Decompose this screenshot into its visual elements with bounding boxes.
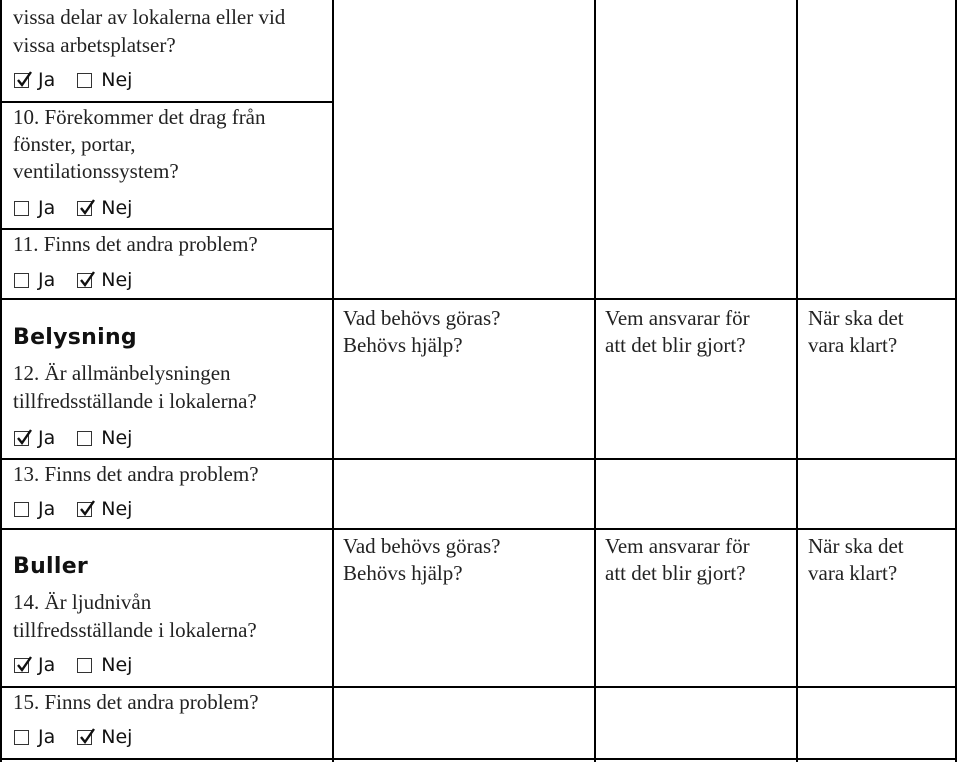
checkbox-nej-label: Nej [101, 498, 133, 520]
table-divider-col3 [796, 0, 798, 762]
checkbox-nej[interactable] [77, 730, 92, 745]
column-header-what: Vad behövs göras? [343, 534, 501, 558]
checkbox-ja[interactable] [14, 502, 29, 517]
question-text: vissa arbetsplatser? [13, 33, 176, 57]
table-border-left [0, 0, 2, 762]
section-heading-belysning: Belysning [13, 325, 137, 350]
column-header-who: Vem ansvarar för [605, 534, 750, 558]
checkbox-ja[interactable] [14, 273, 29, 288]
answer-q12 [14, 426, 154, 450]
checkbox-ja[interactable] [14, 730, 29, 745]
checkbox-nej[interactable] [77, 273, 92, 288]
checkbox-ja-label: Ja [38, 269, 56, 291]
question-text: 14. Är ljudnivån [13, 590, 152, 614]
column-header-what: Behövs hjälp? [343, 333, 463, 357]
checkbox-nej-label: Nej [101, 269, 133, 291]
row-divider [0, 528, 957, 530]
answer-q11 [14, 268, 154, 292]
row-divider [0, 686, 957, 688]
column-header-when: När ska det [808, 306, 904, 330]
column-header-what: Vad behövs göras? [343, 306, 501, 330]
answer-q13 [14, 497, 154, 521]
checkbox-ja-label: Ja [38, 498, 56, 520]
checkbox-nej-label: Nej [101, 427, 133, 449]
question-text: fönster, portar, [13, 132, 136, 156]
checkbox-nej-label: Nej [101, 197, 133, 219]
checkbox-nej[interactable] [77, 201, 92, 216]
answer-q10 [14, 196, 154, 220]
checkbox-ja[interactable] [14, 201, 29, 216]
checkbox-nej-label: Nej [101, 726, 133, 748]
row-divider [0, 298, 957, 300]
row-divider [0, 101, 333, 103]
checkbox-nej[interactable] [77, 73, 92, 88]
answer-q9 [14, 68, 154, 92]
section-heading-buller: Buller [13, 554, 89, 579]
question-text: vissa delar av lokalerna eller vid [13, 5, 286, 29]
question-text: 13. Finns det andra problem? [13, 462, 259, 486]
checkbox-nej[interactable] [77, 502, 92, 517]
column-header-what: Behövs hjälp? [343, 561, 463, 585]
column-header-who: att det blir gjort? [605, 333, 746, 357]
question-text: 15. Finns det andra problem? [13, 690, 259, 714]
column-header-who: att det blir gjort? [605, 561, 746, 585]
checkbox-ja-label: Ja [38, 69, 56, 91]
checkbox-nej[interactable] [77, 431, 92, 446]
table-border-right [955, 0, 957, 762]
answer-q15 [14, 725, 154, 749]
row-divider [0, 228, 333, 230]
question-text: 10. Förekommer det drag från [13, 105, 266, 129]
column-header-when: vara klart? [808, 333, 898, 357]
question-text: tillfredsställande i lokalerna? [13, 389, 257, 413]
column-header-when: vara klart? [808, 561, 898, 585]
column-header-when: När ska det [808, 534, 904, 558]
table-divider-col1 [332, 0, 334, 762]
checkbox-ja-label: Ja [38, 197, 56, 219]
checkbox-ja[interactable] [14, 73, 29, 88]
question-text: 11. Finns det andra problem? [13, 232, 258, 256]
checkbox-ja-label: Ja [38, 726, 56, 748]
table-divider-col2 [594, 0, 596, 762]
checkbox-ja[interactable] [14, 658, 29, 673]
question-text: tillfredsställande i lokalerna? [13, 618, 257, 642]
row-divider [0, 458, 957, 460]
checkbox-nej-label: Nej [101, 69, 133, 91]
checkbox-ja-label: Ja [38, 427, 56, 449]
column-header-who: Vem ansvarar för [605, 306, 750, 330]
question-text: 12. Är allmänbelysningen [13, 361, 231, 385]
checkbox-nej-label: Nej [101, 654, 133, 676]
checkbox-ja[interactable] [14, 431, 29, 446]
answer-q14 [14, 653, 154, 677]
question-text: ventilationssystem? [13, 159, 179, 183]
table-border-bottom [0, 758, 957, 760]
checkbox-ja-label: Ja [38, 654, 56, 676]
checkbox-nej[interactable] [77, 658, 92, 673]
